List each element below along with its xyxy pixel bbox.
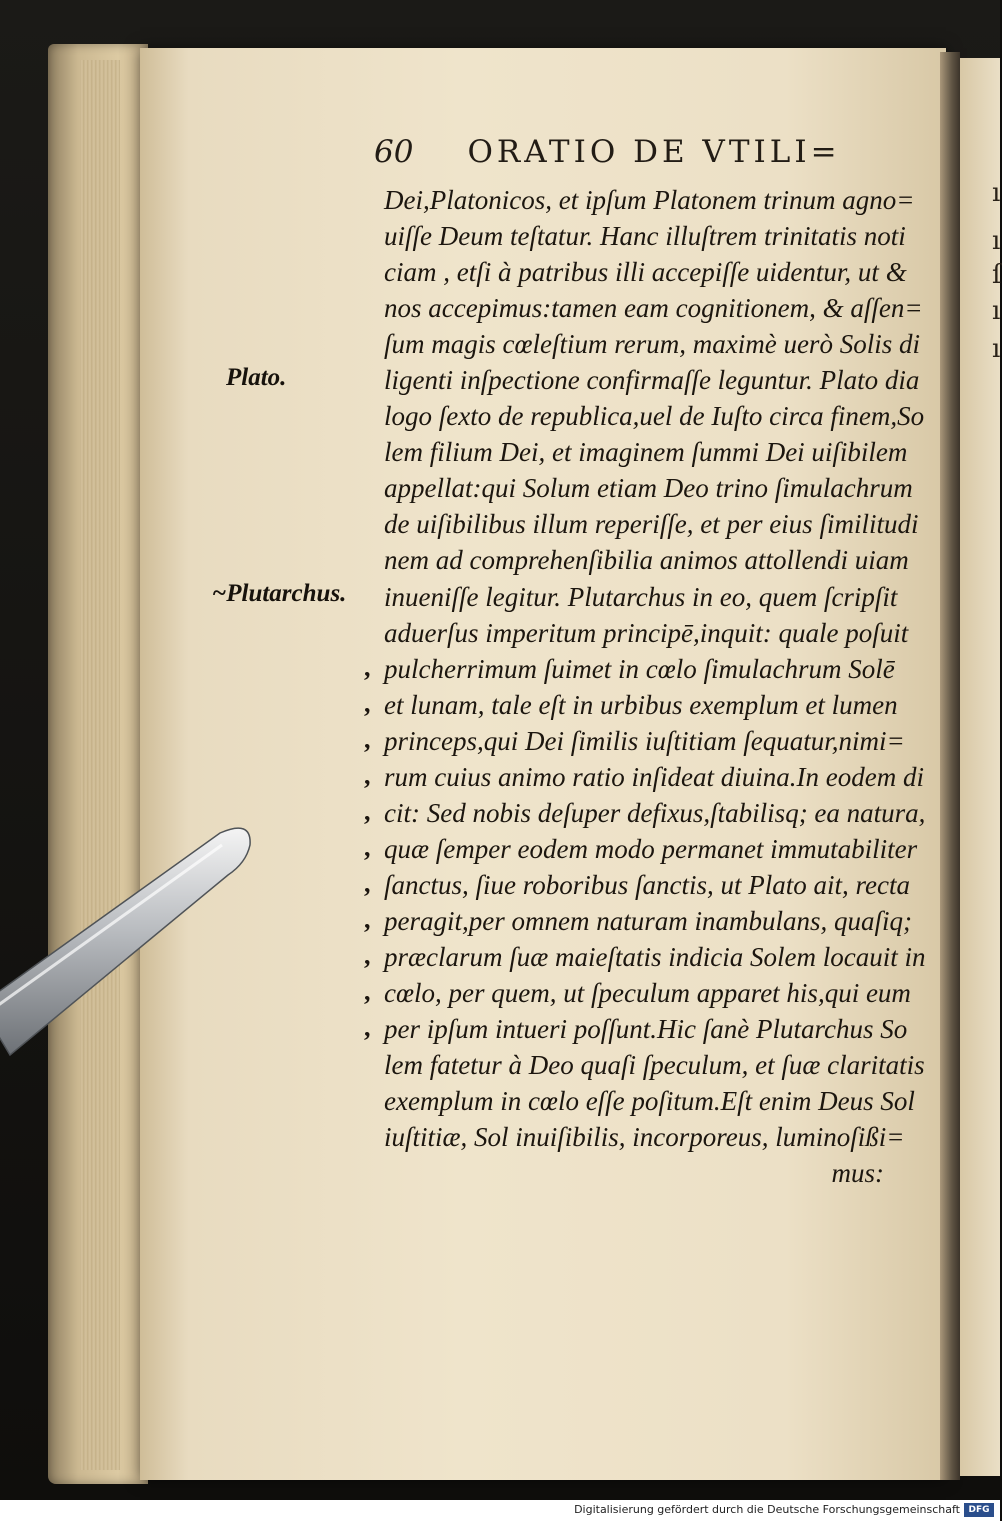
text-line: lem filium Dei, et imaginem ſummi Dei uiſibilem bbox=[384, 437, 908, 468]
footer-bar bbox=[0, 1500, 1000, 1521]
dfg-logo: DFG bbox=[964, 1503, 994, 1517]
margin-note-plutarchus: ~Plutarchus. bbox=[212, 580, 347, 607]
quote-mark: , bbox=[364, 941, 371, 971]
quote-mark: , bbox=[364, 797, 371, 827]
text-line: peragit,per omnem naturam inambulans, quaſiq; bbox=[384, 905, 912, 936]
text-line: ſum magis cœleſtium rerum, maximè uerò Solis di bbox=[384, 329, 920, 360]
quote-mark: , bbox=[364, 761, 371, 791]
running-header bbox=[374, 134, 841, 174]
text-line: nos accepimus:tamen eam cognitionem, & aſſen= bbox=[384, 293, 923, 324]
quotation-marks-column bbox=[364, 650, 380, 1047]
page-number: 60 bbox=[374, 134, 414, 170]
margin-note-plato: Plato. bbox=[226, 364, 287, 391]
page-stack bbox=[80, 60, 120, 1470]
text-line: præclarum ſuæ maieſtatis indicia Solem locauit in bbox=[384, 941, 926, 972]
quote-mark: , bbox=[364, 725, 371, 755]
quote-mark: , bbox=[364, 689, 371, 719]
page-holder-pointer bbox=[0, 815, 270, 1065]
quote-mark: , bbox=[364, 977, 371, 1007]
catchword: mus: bbox=[831, 1158, 884, 1189]
quote-mark: , bbox=[364, 869, 371, 899]
facing-page-glyph: ı bbox=[992, 334, 1001, 364]
facing-page-glyph: ſ bbox=[992, 260, 1002, 290]
quote-mark: , bbox=[364, 1013, 371, 1043]
quote-mark: , bbox=[364, 833, 371, 863]
book-gutter bbox=[940, 52, 960, 1480]
text-line: appellat:qui Solum etiam Deo trino ſimulachrum bbox=[384, 473, 913, 504]
text-line: inueniſſe legitur. Plutarchus in eo, quem ſcripſit bbox=[384, 581, 898, 612]
text-line: Dei,Platonicos, et ipſum Platonem trinum agno= bbox=[384, 185, 915, 215]
text-line: de uiſibilibus illum reperiſſe, et per eius ſimilitudi bbox=[384, 509, 919, 540]
text-line: ciam , etſi à patribus illi accepiſſe uidentur, ut & bbox=[384, 257, 907, 288]
text-line: pulcherrimum ſuimet in cœlo ſimulachrum Solē bbox=[384, 653, 895, 684]
text-line: exemplum in cœlo eſſe poſitum.Eſt enim Deus Sol bbox=[384, 1086, 915, 1117]
facing-page-glyph: ı bbox=[992, 178, 1001, 208]
text-line: princeps,qui Dei ſimilis iuſtitiam ſequatur,nimi= bbox=[384, 725, 905, 756]
text-line: ſanctus, ſiue roboribus ſanctis, ut Plato ait, recta bbox=[384, 869, 910, 900]
text-line: cit: Sed nobis deſuper defixus,ſtabilisq; ea natura, bbox=[384, 797, 926, 828]
quote-mark: , bbox=[364, 905, 371, 935]
text-line: rum cuius animo ratio inſideat diuina.In eodem di bbox=[384, 761, 924, 792]
running-title: ORATIO DE VTILI= bbox=[467, 134, 841, 170]
text-line: per ipſum intueri poſſunt.Hic ſanè Plutarchus So bbox=[384, 1014, 908, 1045]
text-line: logo ſexto de republica,uel de Iuſto circa finem,So bbox=[384, 401, 925, 432]
body-text bbox=[384, 182, 924, 1191]
facing-page-glyph: ı bbox=[992, 226, 1001, 256]
text-line: nem ad comprehenſibilia animos attollendi uiam bbox=[384, 545, 909, 576]
text-line: ligenti inſpectione confirmaſſe leguntur. Plato dia bbox=[384, 365, 920, 396]
funding-credit: Digitalisierung gefördert durch die Deutsche Forschungsgemeinschaft bbox=[574, 1503, 960, 1516]
text-line: aduerſus imperitum principē,inquit: quale poſuit bbox=[384, 617, 909, 648]
text-line: et lunam, tale eſt in urbibus exemplum et lumen bbox=[384, 689, 898, 720]
facing-page-glyph: ı bbox=[992, 296, 1001, 326]
quote-mark: , bbox=[364, 653, 371, 682]
text-line: iuſtitiæ, Sol inuiſibilis, incorporeus, luminoſißi= bbox=[384, 1122, 905, 1153]
text-line: cœlo, per quem, ut ſpeculum apparet his,qui eum bbox=[384, 978, 911, 1009]
text-line: lem fatetur à Deo quaſi ſpeculum, et ſuæ claritatis bbox=[384, 1050, 925, 1081]
text-line: quæ ſemper eodem modo permanet immutabiliter bbox=[384, 833, 918, 864]
text-line: uiſſe Deum teſtatur. Hanc illuſtrem trinitatis noti bbox=[384, 221, 906, 252]
